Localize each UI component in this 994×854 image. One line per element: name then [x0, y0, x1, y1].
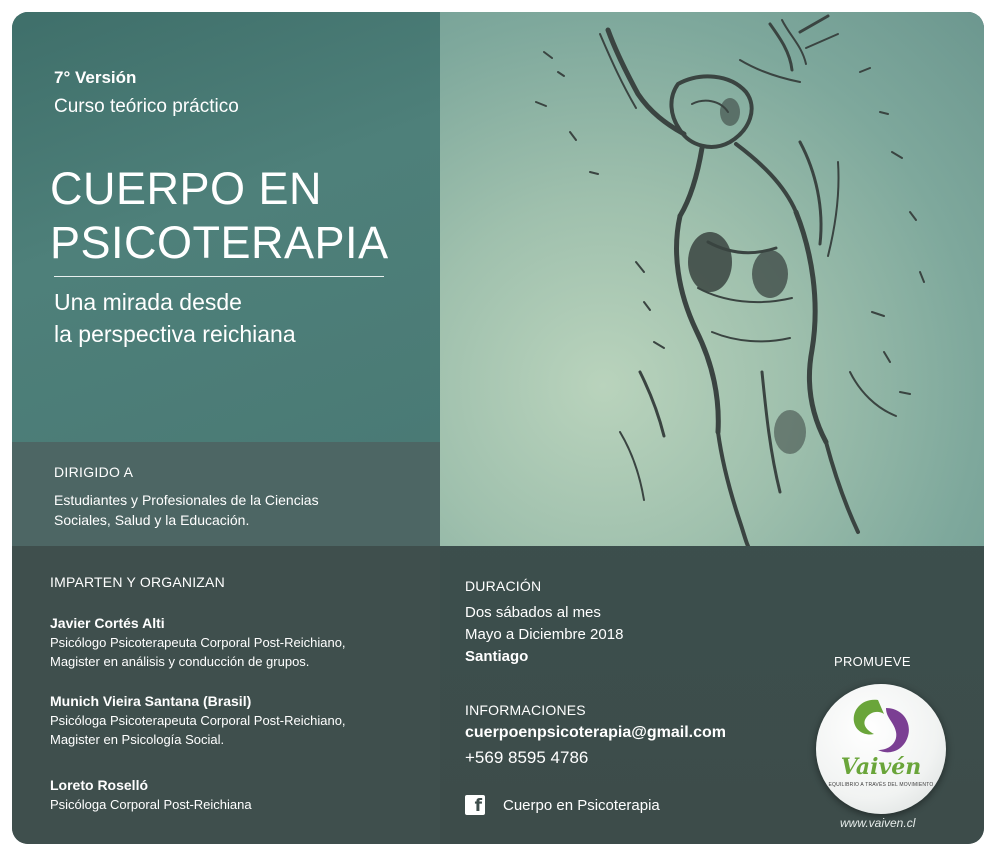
audience-description — [54, 490, 394, 530]
brand-tagline: EQUILIBRIO A TRAVÉS DEL MOVIMIENTO — [828, 782, 934, 788]
title-divider — [54, 276, 384, 277]
organizer-credential: Psicóloga Corporal Post-Reichiana — [50, 797, 252, 812]
title-panel — [12, 12, 440, 442]
brand-name: Vaivén — [840, 754, 922, 780]
organizers-heading: IMPARTEN Y ORGANIZAN — [50, 574, 225, 590]
duration-heading: DURACIÓN — [465, 578, 542, 594]
vaiven-logo — [816, 684, 946, 814]
contact-email-link[interactable]: cuerpoenpsicoterapia@gmail.com — [465, 724, 727, 741]
organizer-name: Loreto Roselló — [50, 777, 149, 793]
facebook-link[interactable] — [465, 794, 660, 816]
organizer-credential: Magister en análisis y conducción de grupos. — [50, 654, 310, 669]
subtitle-line-1: Una mirada desde — [54, 289, 242, 315]
organizer-credential: Psicóloga Psicoterapeuta Corporal Post-Reichiano, — [50, 713, 346, 728]
organizer-credential: Psicólogo Psicoterapeuta Corporal Post-Reichiano, — [50, 635, 346, 650]
edition-label: 7° Versión — [54, 68, 137, 87]
organizers-section — [12, 546, 440, 844]
organizer-name: Javier Cortés Alti — [50, 615, 165, 631]
subtitle — [54, 286, 414, 350]
duration-dates: Mayo a Diciembre 2018 — [465, 626, 624, 643]
contact-heading: INFORMACIONES — [465, 702, 586, 718]
title-line-2: PSICOTERAPIA — [50, 217, 389, 268]
organizer-item — [50, 776, 420, 814]
organizer-item — [50, 692, 420, 749]
organizer-credential: Magister en Psicología Social. — [50, 732, 225, 747]
course-flyer — [12, 12, 984, 844]
page-title — [50, 162, 400, 270]
figure-sketch-illustration — [440, 12, 984, 546]
facebook-icon: f — [465, 795, 485, 815]
info-section — [440, 546, 984, 844]
audience-section — [12, 442, 440, 546]
promoter-heading: PROMUEVE — [834, 654, 911, 669]
subtitle-line-2: la perspectiva reichiana — [54, 321, 296, 347]
vaiven-swirl-icon — [816, 684, 946, 814]
facebook-label: Cuerpo en Psicoterapia — [503, 796, 660, 814]
contact-phone[interactable]: +569 8595 4786 — [465, 748, 589, 767]
duration-frequency: Dos sábados al mes — [465, 604, 601, 621]
duration-location: Santiago — [465, 648, 529, 665]
promoter-website-link[interactable]: www.vaiven.cl — [840, 816, 916, 830]
audience-heading: DIRIGIDO A — [54, 464, 134, 480]
audience-line-1: Estudiantes y Profesionales de la Ciencias — [54, 492, 319, 508]
illustration-panel — [440, 12, 984, 546]
course-type-label: Curso teórico práctico — [54, 96, 239, 117]
audience-line-2: Sociales, Salud y la Educación. — [54, 512, 250, 528]
title-line-1: CUERPO EN — [50, 163, 323, 214]
organizer-name: Munich Vieira Santana (Brasil) — [50, 693, 252, 709]
organizer-item — [50, 614, 420, 671]
